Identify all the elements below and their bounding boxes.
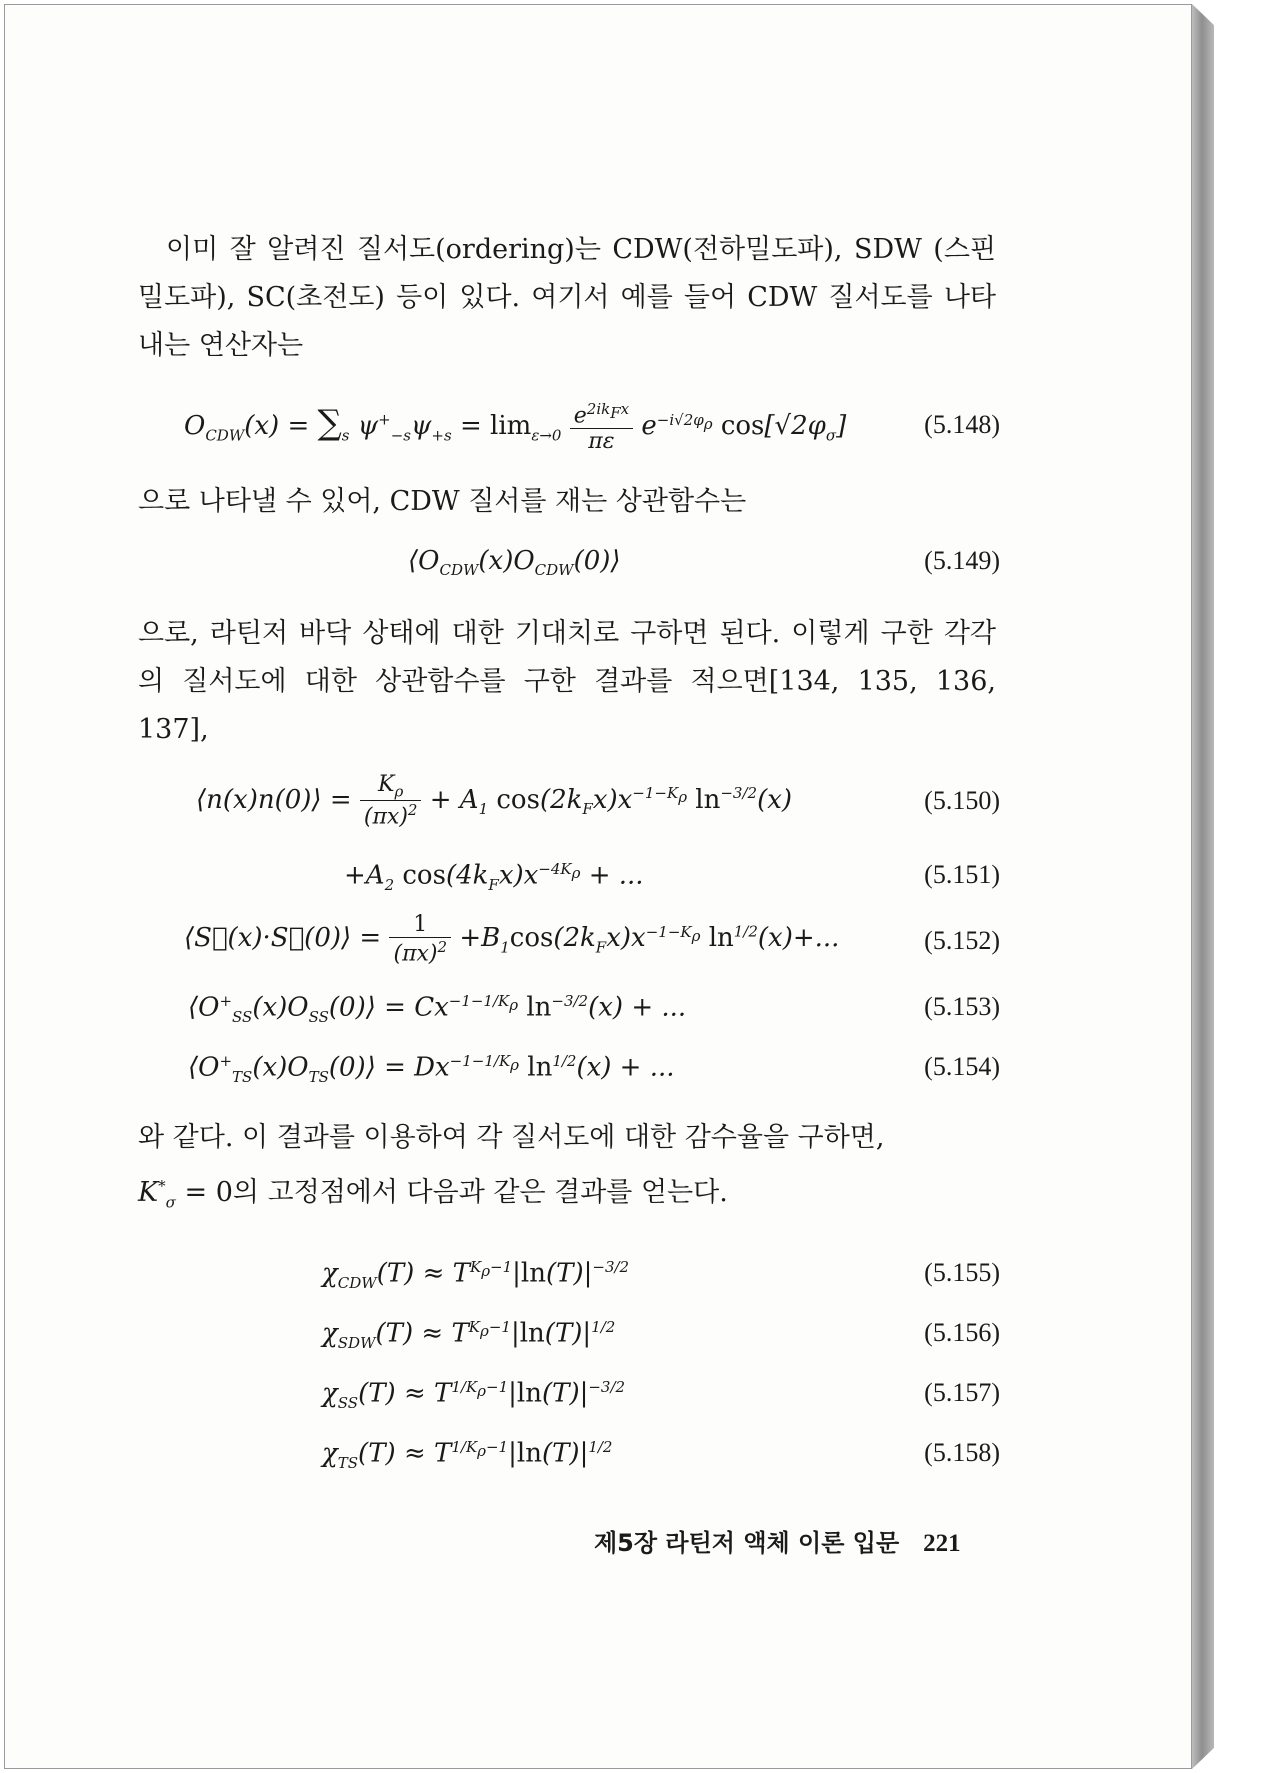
equation-5-157: $\chi_{SS}(T) \approx T^{1/K_\rho-1}|\ln(T)|^{-3/2}$ (5.157) bbox=[322, 1378, 1000, 1413]
paragraph-5-text: 의 고정점에서 다음과 같은 결과를 얻는다. bbox=[232, 1177, 728, 1208]
equation-5-158: $\chi_{TS}(T) \approx T^{1/K_\rho-1}|\ln(T)|^{1/2}$ (5.158) bbox=[322, 1438, 1000, 1473]
equation-5-155: $\chi_{CDW}(T) \approx T^{K_\rho-1}|\ln(T)|^{-3/2}$ (5.155) bbox=[322, 1258, 1000, 1293]
equation-5-153: $⟨O^+_{SS}(x)O_{SS}(0)⟩ = Cx^{-1-1/K_\rho}$ $\ln^{-3/2}(x)$ + ... (5.153) bbox=[188, 992, 1000, 1026]
equation-number: (5.157) bbox=[924, 1378, 1000, 1408]
page-footer bbox=[594, 1523, 961, 1558]
equation-number: (5.150) bbox=[924, 786, 1000, 815]
equation-number: (5.149) bbox=[924, 546, 1000, 575]
equation-number: (5.152) bbox=[924, 926, 1000, 955]
equation-5-151: $+A_2$ $\cos(4k_Fx)x^{-4K_\rho}$ + ... (5.151) bbox=[344, 860, 1000, 894]
chapter-title: 제5장 라틴저 액체 이론 입문 bbox=[594, 1529, 900, 1557]
equation-number: (5.154) bbox=[924, 1052, 1000, 1081]
page-content bbox=[138, 226, 1000, 1490]
paragraph-4: 와 같다. 이 결과를 이용하여 각 질서도에 대한 감수율을 구하면, bbox=[138, 1122, 885, 1153]
page-number: 221 bbox=[923, 1530, 961, 1557]
equation-5-148: $O_{CDW}(x) = \sum_s$ $\psi^+_{-s}\psi_{+s} = \lim_{\varepsilon\to 0}$ $\frac{e^{2ik_Fx}}{\pi\varepsilon}$ $e^{-i√2\varphi_\rho}$ $\cos[√2\varphi_\sigma]$ (5.148) bbox=[184, 400, 1000, 455]
equation-5-150: ⟨n(x)n(0)⟩ = $\frac{K_\rho}{(\pi x)^2}$ + $A_1$ $\cos(2k_Fx)x^{-1-K_\rho}$ $\ln^{-3/2}(x)$ (5.150) bbox=[196, 772, 1000, 830]
paragraph-3: 으로, 라틴저 바닥 상태에 대한 기대치로 구하면 된다. 이렇게 구한 각각의 질서도에 대한 상관함수를 구한 결과를 적으면[134, 135, 136, 137], bbox=[138, 618, 996, 745]
paragraph-1: 이미 잘 알려진 질서도(ordering)는 CDW(전하밀도파), SDW (스핀밀도파), SC(초전도) 등이 있다. 여기서 예를 들어 CDW 질서도를 나타내는 연산자는 bbox=[138, 234, 996, 361]
paragraph-2: 으로 나타낼 수 있어, CDW 질서를 재는 상관함수는 bbox=[138, 486, 747, 517]
equation-number: (5.156) bbox=[924, 1318, 1000, 1348]
equation-5-154: $⟨O^+_{TS}(x)O_{TS}(0)⟩ = Dx^{-1-1/K_\rho}$ $\ln^{1/2}(x)$ + ... (5.154) bbox=[188, 1052, 1000, 1086]
equation-number: (5.158) bbox=[924, 1438, 1000, 1468]
equation-5-156: $\chi_{SDW}(T) \approx T^{K_\rho-1}|\ln(T)|^{1/2}$ (5.156) bbox=[322, 1318, 1000, 1353]
equation-5-149: $⟨O_{CDW}(x)O_{CDW}(0)⟩$ (5.149) bbox=[408, 546, 1000, 580]
equation-number: (5.153) bbox=[924, 992, 1000, 1021]
equation-number: (5.155) bbox=[924, 1258, 1000, 1288]
paragraph-5: $K^*_\sigma = 0$의 고정점에서 다음과 같은 결과를 얻는다. bbox=[138, 1177, 728, 1212]
equation-number: (5.151) bbox=[924, 860, 1000, 889]
equation-5-152: ⟨S⃗(x)·S⃗(0)⟩ = $\frac{1}{(\pi x)^2}$ $+B_1\cos(2k_Fx)x^{-1-K_\rho}$ $\ln^{1/2}(x)+$... (5.152) bbox=[184, 912, 1000, 967]
equation-number: (5.148) bbox=[924, 410, 1000, 439]
page-edge-shadow bbox=[1192, 4, 1214, 1769]
